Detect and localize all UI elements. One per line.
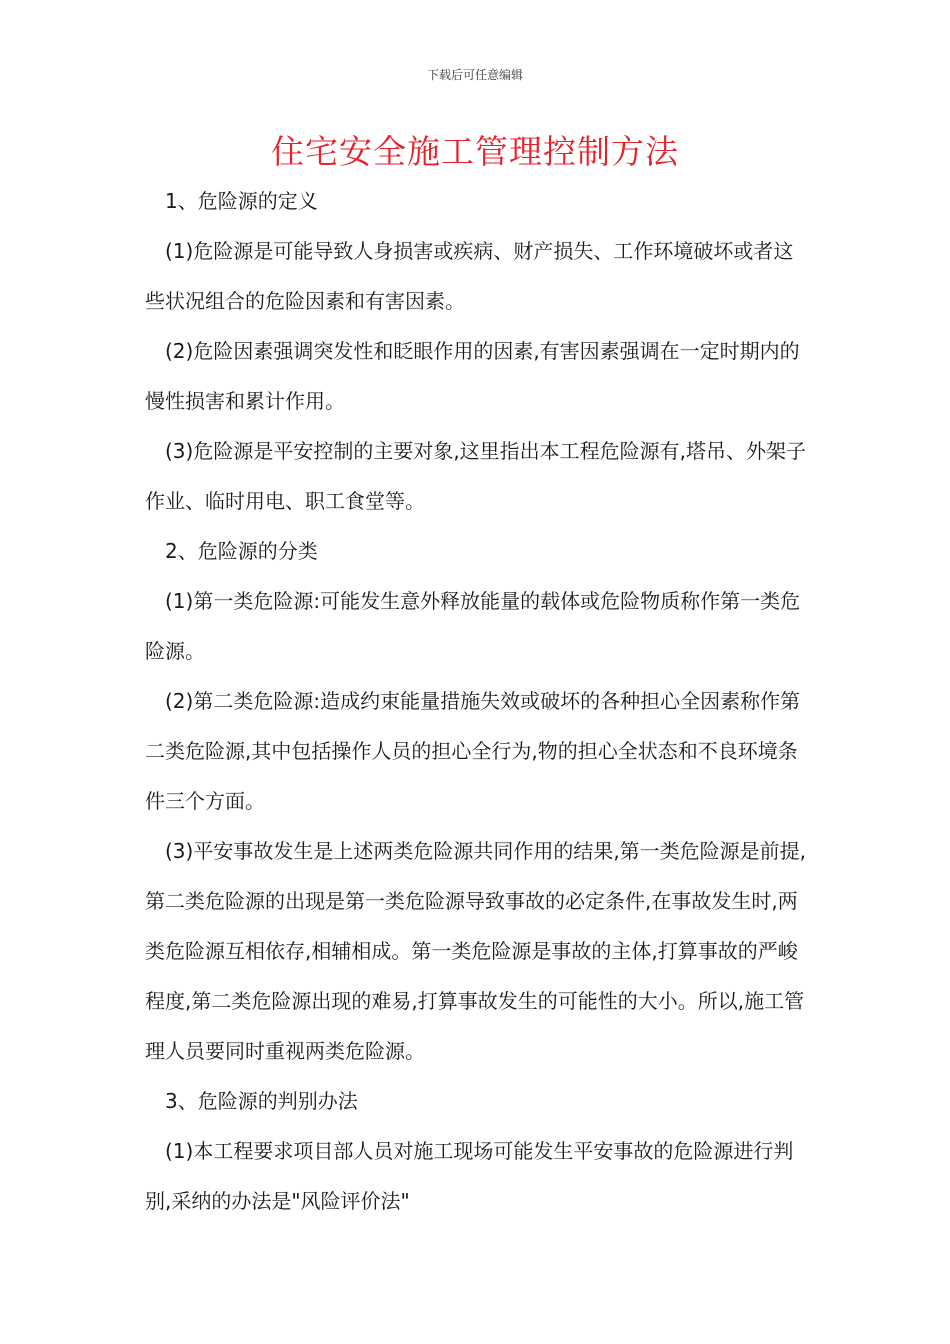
paragraph: (2)第二类危险源:造成约束能量措施失效或破坏的各种担心全因素称作第二类危险源,其中包括操作人员的担心全行为,物的担心全状态和不良环境条件三个方面。 — [145, 689, 801, 813]
section-heading-1: 1、危险源的定义 — [165, 189, 318, 213]
header-note: 下载后可任意编辑 — [426, 68, 523, 82]
section-heading-2: 2、危险源的分类 — [165, 539, 318, 563]
paragraph: (3)危险源是平安控制的主要对象,这里指出本工程危险源有,塔吊、外架子作业、临时用电、职工食堂等。 — [145, 439, 807, 513]
paragraph: (1)第一类危险源:可能发生意外释放能量的载体或危险物质称作第一类危险源。 — [145, 589, 801, 663]
paragraph: (1)危险源是可能导致人身损害或疾病、财产损失、工作环境破坏或者这些状况组合的危险因素和有害因素。 — [145, 239, 794, 313]
paragraph: (3)平安事故发生是上述两类危险源共同作用的结果,第一类危险源是前提,第二类危险源的出现是第一类危险源导致事故的必定条件,在事故发生时,两类危险源互相依存,相辅相成。第一类危险源是事故的主体,打算事故的严峻程度,第二类危险源出现的难易,打算事故发生的可能性的大小。所以,施工管理人员要同时重视两类危险源。 — [145, 839, 807, 1063]
paragraph: (1)本工程要求项目部人员对施工现场可能发生平安事故的危险源进行判别,采纳的办法是"风险评价法" — [145, 1139, 794, 1213]
paragraph: (2)危险因素强调突发性和眨眼作用的因素,有害因素强调在一定时期内的慢性损害和累计作用。 — [145, 339, 800, 413]
section-heading-3: 3、危险源的判别办法 — [165, 1089, 358, 1113]
document-title: 住宅安全施工管理控制方法 — [271, 132, 679, 171]
document-body — [145, 176, 807, 1226]
